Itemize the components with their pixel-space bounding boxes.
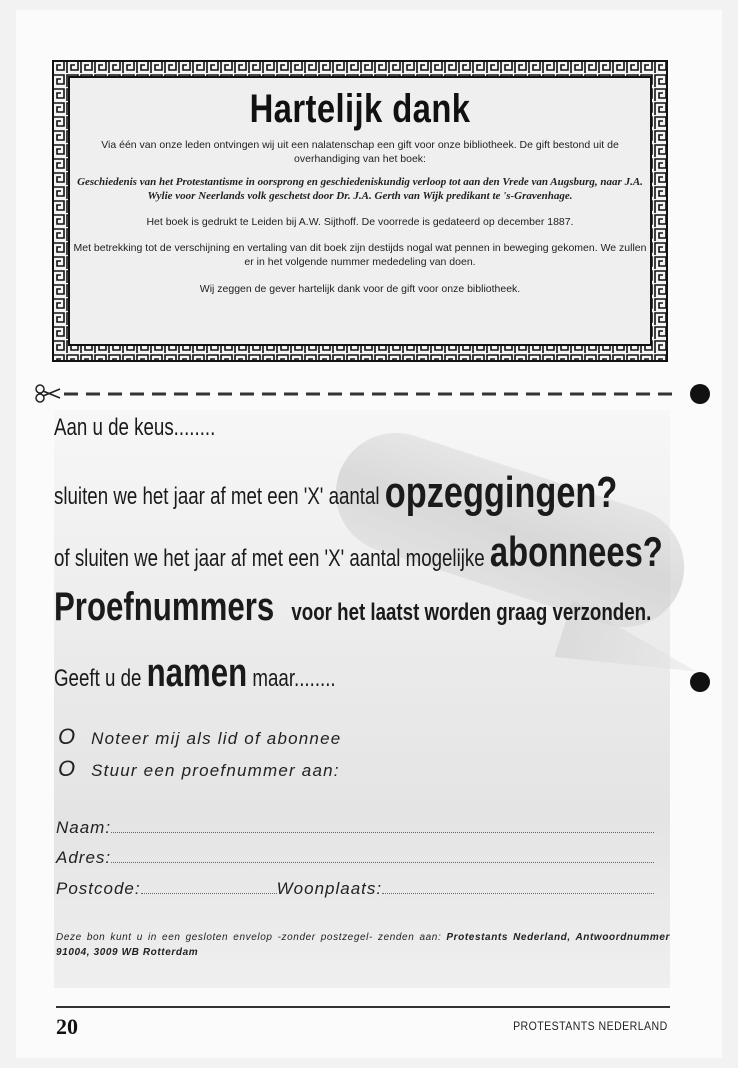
choice-heading: Aan u de keus........	[54, 414, 216, 441]
trial-issues-text: voor het laatst worden graag verzonden.	[291, 599, 652, 626]
trial-issues-line	[54, 585, 651, 630]
thanks-box	[52, 60, 668, 362]
subscribers-word: abonnees?	[489, 528, 663, 575]
mailing-note-text: Deze bon kunt u in een gesloten envelop -zonder postzegel- zenden aan:	[56, 932, 447, 943]
subscribers-text: of sluiten we het jaar af met een 'X' aantal mogelijke	[54, 545, 490, 572]
thanks-intro: Via één van onze leden ontvingen wij uit een nalatenschap een gift voor onze bibliotheek. De gift bestond uit de overhandiging van het boek:	[101, 139, 619, 165]
thanks-title: Hartelijk dank	[249, 87, 471, 131]
cut-line	[34, 383, 674, 403]
cancellations-word: opzeggingen?	[384, 468, 618, 517]
option-member[interactable]	[58, 724, 341, 750]
trial-issues-word: Proefnummers	[54, 585, 275, 629]
option-trial-label: Stuur een proefnummer aan:	[91, 761, 340, 780]
checkbox-member[interactable]: O	[58, 724, 76, 749]
city-input-line[interactable]	[382, 892, 654, 894]
option-trial[interactable]	[58, 756, 340, 782]
book-title: Geschiedenis van het Protestantisme in oorsprong en geschiedeniskundig verloop tot aan den Vrede van Augsburg, naar J.A. Wylie voor Neerlands volk geschetst door Dr. J.A. Gerth van Wijk predikant te 's-Gravenhage.	[77, 176, 643, 202]
subscribers-line	[54, 528, 663, 576]
mailing-note	[56, 930, 670, 960]
names-line	[54, 651, 336, 696]
footer-rule	[56, 1006, 670, 1008]
names-word: namen	[146, 651, 248, 695]
address-field[interactable]	[56, 848, 654, 868]
thanks-line: Wij zeggen de gever hartelijk dank voor de gift voor onze bibliotheek.	[199, 283, 521, 295]
scissors-icon	[36, 385, 60, 402]
checkbox-trial[interactable]: O	[58, 756, 76, 781]
names-text-pre: Geeft u de	[54, 665, 147, 692]
relation-info: Met betrekking tot de verschijning en vertaling van dit boek zijn destijds nogal wat pennen in beweging gekomen. We zullen er in het volgende nummer mededeling van doen.	[73, 242, 647, 268]
page-number: 20	[56, 1014, 78, 1039]
cancellations-text: sluiten we het jaar af met een 'X' aantal	[54, 483, 385, 510]
mailing-address: Protestants Nederland, Antwoordnummer 91004, 3009 WB Rotterdam	[56, 932, 670, 958]
address-label: Adres:	[56, 848, 112, 867]
printing-info: Het boek is gedrukt te Leiden bij A.W. Sijthoff. De voorrede is gedateerd op december 1887.	[146, 216, 574, 228]
punch-hole-top	[690, 384, 710, 404]
publication-name: PROTESTANTS NEDERLAND	[513, 1019, 668, 1033]
punch-hole-bottom	[690, 672, 710, 692]
cancellations-line	[54, 468, 617, 518]
thanks-content	[72, 80, 648, 342]
address-input-line[interactable]	[111, 861, 654, 863]
city-label: Woonplaats:	[276, 879, 383, 898]
option-member-label: Noteer mij als lid of abonnee	[91, 729, 342, 748]
postcode-city-field[interactable]	[56, 879, 654, 899]
names-text-post: maar........	[247, 665, 336, 692]
name-input-line[interactable]	[111, 831, 654, 833]
name-field[interactable]	[56, 818, 654, 838]
name-label: Naam:	[56, 818, 112, 837]
postcode-label: Postcode:	[56, 879, 141, 898]
postcode-input-line[interactable]	[141, 892, 277, 894]
